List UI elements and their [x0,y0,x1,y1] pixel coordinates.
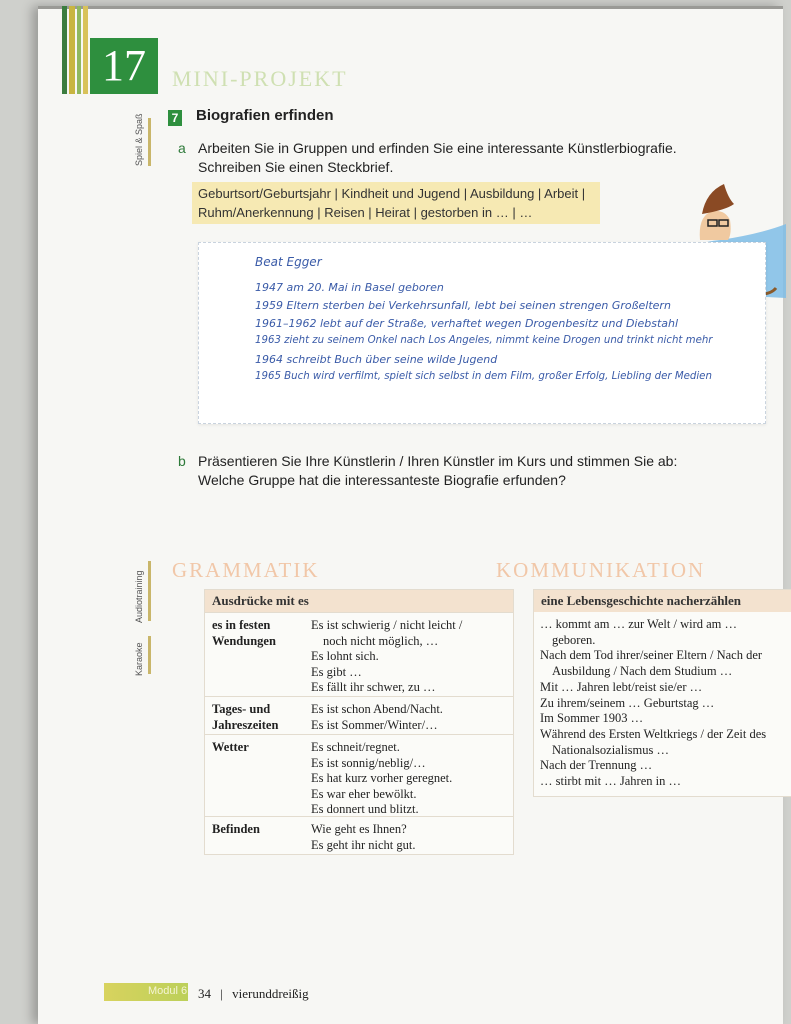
footer-separator: | [220,986,223,1001]
profile-name: Beat Egger [255,255,322,269]
profile-entry: 1961–1962 lebt auf der Straße, verhaftet wegen Drogenbesitz und Diebstahl [255,317,679,330]
keyword-line: Ruhm/Anerkennung | Reisen | Heirat | gestorben in … | … [198,205,533,220]
profile-entry: 1965 Buch wird verfilmt, spielt sich selbst in dem Film, großer Erfolg, Liebling der Medien [255,371,712,382]
grammatik-row [205,734,513,817]
profile-card [198,242,766,424]
subtask-a-text [198,139,698,177]
binding-strip [77,6,81,94]
grammatik-line: Wie geht es Ihnen? [311,822,407,836]
grammatik-row-label: Tages- und Jahreszeiten [212,702,279,732]
kommunikation-line: … kommt am … zur Welt / wird am … [540,617,737,631]
kommunikation-heading: KOMMUNIKATION [496,558,706,582]
textbook-page [38,6,783,1024]
grammatik-box [204,589,514,855]
module-label: Modul 6 [148,985,188,997]
side-bar [148,636,151,674]
grammatik-line: Es ist schwierig / nicht leicht / [311,618,463,632]
grammatik-row-label: Befinden [212,822,260,836]
grammatik-line: Es schneit/regnet. [311,740,400,754]
grammatik-row-lines [311,822,511,853]
grammatik-line: Es ist sonnig/neblig/… [311,755,426,770]
grammatik-heading: GRAMMATIK [172,558,320,582]
side-label-audiotraining: Audiotraining [134,570,144,623]
grammatik-row-label: Wetter [212,740,249,754]
side-label-spiel: Spiel & Spaß [134,113,144,166]
grammatik-row-lines [311,740,511,818]
grammatik-line: Es fällt ihr schwer, zu … [311,680,436,694]
grammatik-row-label: es in festen Wendungen [212,618,276,648]
kommunikation-line: Während des Ersten Weltkriegs / der Zeit des [540,726,767,741]
subtask-b-line: Welche Gruppe hat die interessanteste Biografie erfunden? [198,472,566,488]
kommunikation-line: geboren. [552,632,596,647]
task-number-badge: 7 [168,110,182,126]
binding-strip [69,6,75,94]
keyword-line: Geburtsort/Geburtsjahr | Kindheit und Jugend | Ausbildung | Arbeit | [198,186,586,201]
grammatik-line: Es war eher bewölkt. [311,786,417,801]
subtask-b-label: b [178,453,186,469]
subtask-a-label: a [178,140,186,156]
kommunikation-line: Im Sommer 1903 … [540,711,644,726]
kommunikation-line: Mit … Jahren lebt/reist sie/er … [540,679,703,694]
kommunikation-box [533,589,791,797]
grammatik-row [205,696,513,735]
chapter-number: 17 [90,38,158,94]
binding-strip [62,6,67,94]
side-bar [148,118,151,166]
side-label-karaoke: Karaoke [134,642,144,676]
kommunikation-line: Nach dem Tod ihrer/seiner Eltern / Nach der [540,648,763,663]
kommunikation-line: Ausbildung / Nach dem Studium … [552,664,733,679]
grammatik-row-lines [311,702,511,733]
grammatik-line: Es gibt … [311,664,362,679]
kommunikation-line: Zu ihrem/seinem … Geburtstag … [540,695,715,710]
profile-entry: 1947 am 20. Mai in Basel geboren [255,281,444,294]
side-bar [148,561,151,621]
subtask-b-text [198,452,698,490]
page-number: 34 [198,986,211,1001]
grammatik-line: Es donnert und blitzt. [311,802,419,816]
page-number-word: vierunddreißig [232,986,309,1001]
page-footer [198,986,309,1002]
grammatik-line: Es ist Sommer/Winter/… [311,717,438,732]
task-title: Biografien erfinden [196,107,334,124]
grammatik-line: Es ist schon Abend/Nacht. [311,702,443,716]
grammatik-box-title: Ausdrücke mit es [205,590,513,612]
subtask-a-line: Schreiben Sie einen Steckbrief. [198,159,394,175]
kommunikation-line: … stirbt mit … Jahren in … [540,774,681,789]
kommunikation-box-title: eine Lebensgeschichte nacherzählen [534,590,791,612]
grammatik-row [205,816,513,855]
subtask-a-line: Arbeiten Sie in Gruppen und erfinden Sie eine interessante Künstlerbiografie. [198,140,677,156]
grammatik-line: Es geht ihr nicht gut. [311,837,416,852]
grammatik-row-lines [311,618,511,696]
grammatik-line: noch nicht möglich, … [323,633,439,648]
subtask-b-line: Präsentieren Sie Ihre Künstlerin / Ihren Künstler im Kurs und stimmen Sie ab: [198,453,678,469]
grammatik-row [205,612,513,693]
grammatik-line: Es lohnt sich. [311,649,379,663]
section-title: MINI-PROJEKT [172,66,348,91]
kommunikation-lines [540,617,791,790]
grammatik-line: Es hat kurz vorher geregnet. [311,771,453,785]
profile-entry: 1964 schreibt Buch über seine wilde Jugend [255,353,498,366]
binding-strip [83,6,88,94]
kommunikation-line: Nationalsozialismus … [552,742,669,757]
profile-entry: 1959 Eltern sterben bei Verkehrsunfall, lebt bei seinen strengen Großeltern [255,299,671,312]
kommunikation-line: Nach der Trennung … [540,758,653,773]
profile-entry: 1963 zieht zu seinem Onkel nach Los Angeles, nimmt keine Drogen und trinkt nicht mehr [255,335,713,346]
top-border [38,6,783,9]
keyword-box [192,182,600,224]
